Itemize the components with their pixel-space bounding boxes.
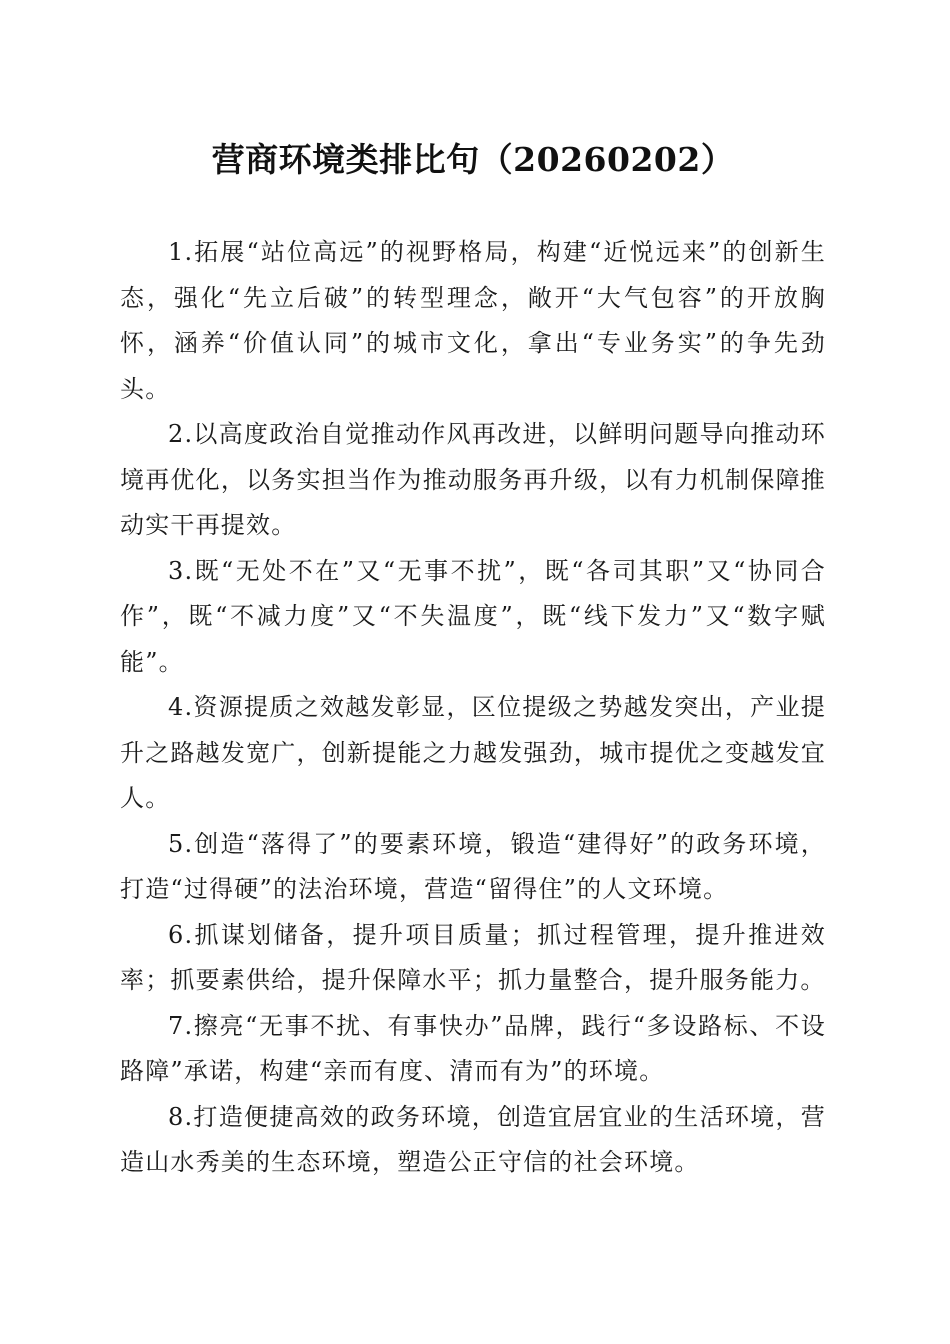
paragraph-6: 6.抓谋划储备，提升项目质量；抓过程管理，提升推进效率；抓要素供给，提升保障水平；抓力量整合，提升服务能力。 [120, 920, 826, 994]
paragraph-7: 7.擦亮“无事不扰、有事快办”品牌，践行“多设路标、不设路障”承诺，构建“亲而有度、清而有为”的环境。 [120, 1011, 826, 1085]
paragraph-5: 5.创造“落得了”的要素环境，锻造“建得好”的政务环境，打造“过得硬”的法治环境，营造“留得住”的人文环境。 [120, 829, 826, 903]
paragraph-4: 4.资源提质之效越发彰显，区位提级之势越发突出，产业提升之路越发宽广，创新提能之力越发强劲，城市提优之变越发宜人。 [120, 693, 826, 812]
paragraph-1: 1.拓展“站位高远”的视野格局，构建“近悦远来”的创新生态，强化“先立后破”的转型理念，敞开“大气包容”的开放胸怀，涵养“价值认同”的城市文化，拿出“专业务实”的争先劲头。 [120, 238, 826, 403]
paragraph-2: 2.以高度政治自觉推动作风再改进，以鲜明问题导向推动环境再优化，以务实担当作为推动服务再升级，以有力机制保障推动实干再提效。 [120, 420, 826, 539]
paragraph-8: 8.打造便捷高效的政务环境，创造宜居宜业的生活环境，营造山水秀美的生态环境，塑造公正守信的社会环境。 [120, 1102, 826, 1176]
paragraph-3: 3.既“无处不在”又“无事不扰”，既“各司其职”又“协同合作”，既“不减力度”又“不失温度”，既“线下发力”又“数字赋能”。 [120, 556, 826, 676]
document-title: 营商环境类排比句（20260202） [211, 140, 735, 179]
